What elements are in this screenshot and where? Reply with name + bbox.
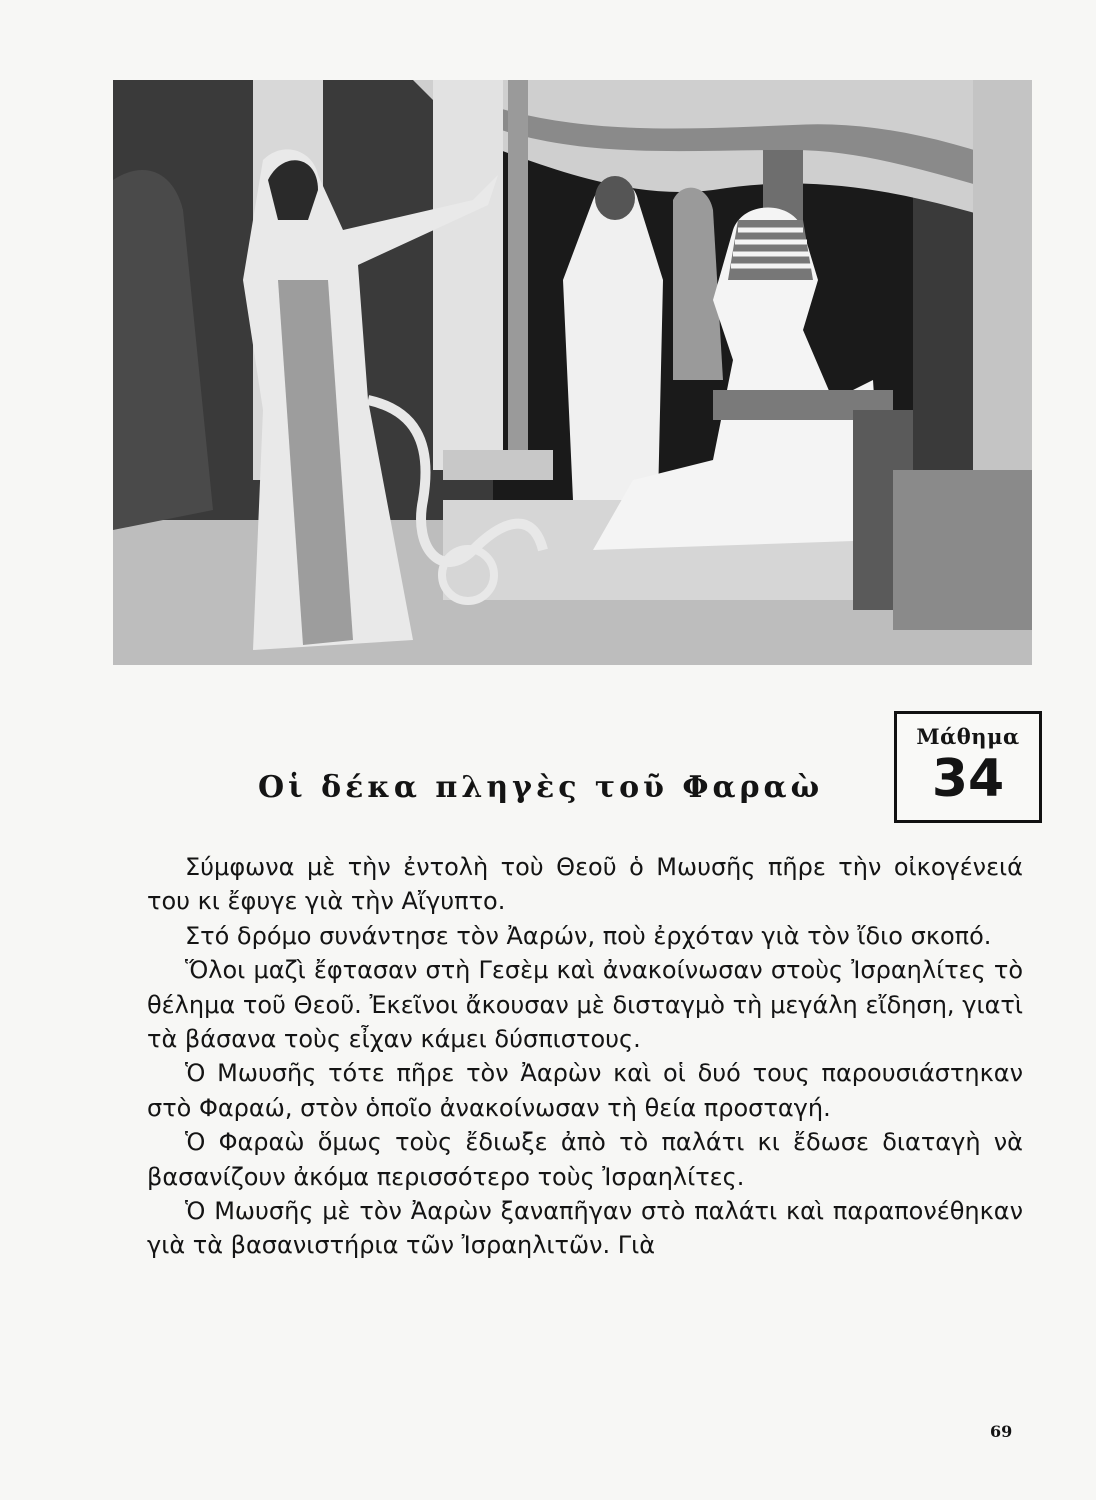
paragraph: Ὁ Φαραὼ ὅμως τοὺς ἔδιωξε ἀπὸ τὸ παλάτι κι ἔδωσε διαταγὴ νὰ βασανίζουν ἀκόμα περισσότερο τοὺς Ἰσραηλίτες. [147,1128,1023,1191]
lesson-title: Οἱ δέκα πληγὲς τοῦ Φαραὼ [258,770,824,805]
paragraph: Στό δρόμο συνάντησε τὸν Ἀαρών, ποὺ ἐρχόταν γιὰ τὸν ἴδιο σκοπό. [185,921,992,950]
page-number: 69 [990,1422,1013,1441]
lesson-label: Μάθημα [916,724,1020,749]
lesson-body [147,850,1023,1263]
illustration-moses-before-pharaoh [113,80,1032,665]
lesson-number-box [894,711,1042,823]
paragraph: Ὅλοι μαζὶ ἔφτασαν στὴ Γεσὲμ καὶ ἀνακοίνωσαν στοὺς Ἰσραηλίτες τὸ θέλημα τοῦ Θεοῦ. Ἐκεῖνοι ἄκουσαν μὲ δισταγμὸ τὴ μεγάλη εἴδηση, γιατὶ τὰ βάσανα τοὺς εἶχαν κάμει δύσπιστους. [147,956,1023,1054]
paragraph: Ὁ Μωυσῆς μὲ τὸν Ἀαρὼν ξαναπῆγαν στὸ παλάτι καὶ παραπονέθηκαν γιὰ τὰ βασανιστήρια τῶν Ἰσραηλιτῶν. Γιὰ [147,1197,1023,1260]
paragraph: Ὁ Μωυσῆς τότε πῆρε τὸν Ἀαρὼν καὶ οἱ δυό τους παρουσιάστηκαν στὸ Φαραώ, στὸν ὁποῖο ἀνακοίνωσαν τὴ θεία προσταγή. [147,1059,1023,1122]
paragraph: Σύμφωνα μὲ τὴν ἐντολὴ τοὺ Θεοῦ ὁ Μωυσῆς πῆρε τὴν οἰκογένειά του κι ἔφυγε γιὰ τὴν Αἴγυπτο. [147,853,1023,916]
illustration-drawing [113,80,1032,665]
lesson-number: 34 [931,749,1005,809]
